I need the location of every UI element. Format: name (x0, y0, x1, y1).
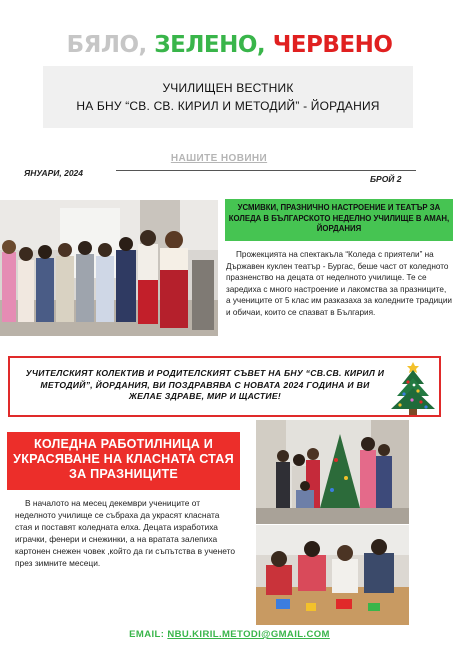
photo-christmas-tree-group (256, 420, 409, 524)
section-label: НАШИТЕ НОВИНИ (170, 153, 268, 164)
christmas-tree-icon (388, 360, 438, 416)
email-link[interactable]: NBU.KIRIL.METODI@GMAIL.COM (167, 629, 330, 640)
title-word-red: ЧЕРВЕНО (272, 32, 393, 58)
greeting-box (8, 356, 441, 417)
issue-number: БРОЙ 2 (370, 174, 402, 184)
title-word-white: БЯЛО, (66, 32, 147, 58)
photo-craft-workshop (256, 525, 409, 625)
masthead-line1: УЧИЛИЩЕН ВЕСТНИК (162, 81, 294, 95)
article2-body: В началото на месец декември учениците от неделното училище се събраха да украсят класната стая и поставят коледната елха. Децата изработиха играчки, фенери и снежинки, а на вратата залепиха картонен снежен човек ,който да ги съпътства в ученето през зимните месеци. (15, 498, 235, 568)
issue-date: ЯНУАРИ, 2024 (24, 168, 84, 178)
article2-headline: КОЛЕДНА РАБОТИЛНИЦА И УКРАСЯВАНЕ НА КЛАСНАТА СТАЯ ЗА ПРАЗНИЦИТЕ (7, 432, 240, 490)
title-word-green: ЗЕЛЕНО, (154, 32, 266, 58)
header-divider (116, 170, 416, 171)
newsletter-title (0, 32, 459, 58)
footer-email (0, 629, 459, 640)
greeting-text: УЧИТЕЛСКИЯТ КОЛЕКТИВ И РОДИТЕЛСКИЯТ СЪВЕТ НА БНУ “СВ.СВ. КИРИЛ И МЕТОДИЙ”, ЙОРДАНИЯ, ВИ ПОЗДРАВЯВА С НОВАТА 2024 ГОДИНА И ВИ ЖЕЛАЕ ЗДРАВЕ, МИР И ЩАСТИЕ! (25, 368, 385, 401)
email-label: EMAIL: (129, 629, 165, 640)
masthead-line2: НА БНУ “СВ. СВ. КИРИЛ И МЕТОДИЙ” - ЙОРДАНИЯ (76, 99, 380, 113)
article1-headline: УСМИВКИ, ПРАЗНИЧНО НАСТРОЕНИЕ И ТЕАТЪР ЗА КОЛЕДА В БЪЛГАРСКОТО НЕДЕЛНО УЧИЛИЩЕ В АМАН, ЙОРДАНИЯ (225, 199, 453, 241)
article1-body: Прожекцията на спектакъла “Коледа с приятели” на Държавен куклен театър - Бургас, беше част от коледното празненство на децата от неделното училище. Те се заредиха с много настроение и лакомства за празниците, а учениците от 5 клас им разказаха за коледните традиции и обичаи, които се спазват в България. (226, 250, 452, 317)
photo-children-celebration (0, 200, 218, 336)
masthead-banner (43, 66, 413, 128)
